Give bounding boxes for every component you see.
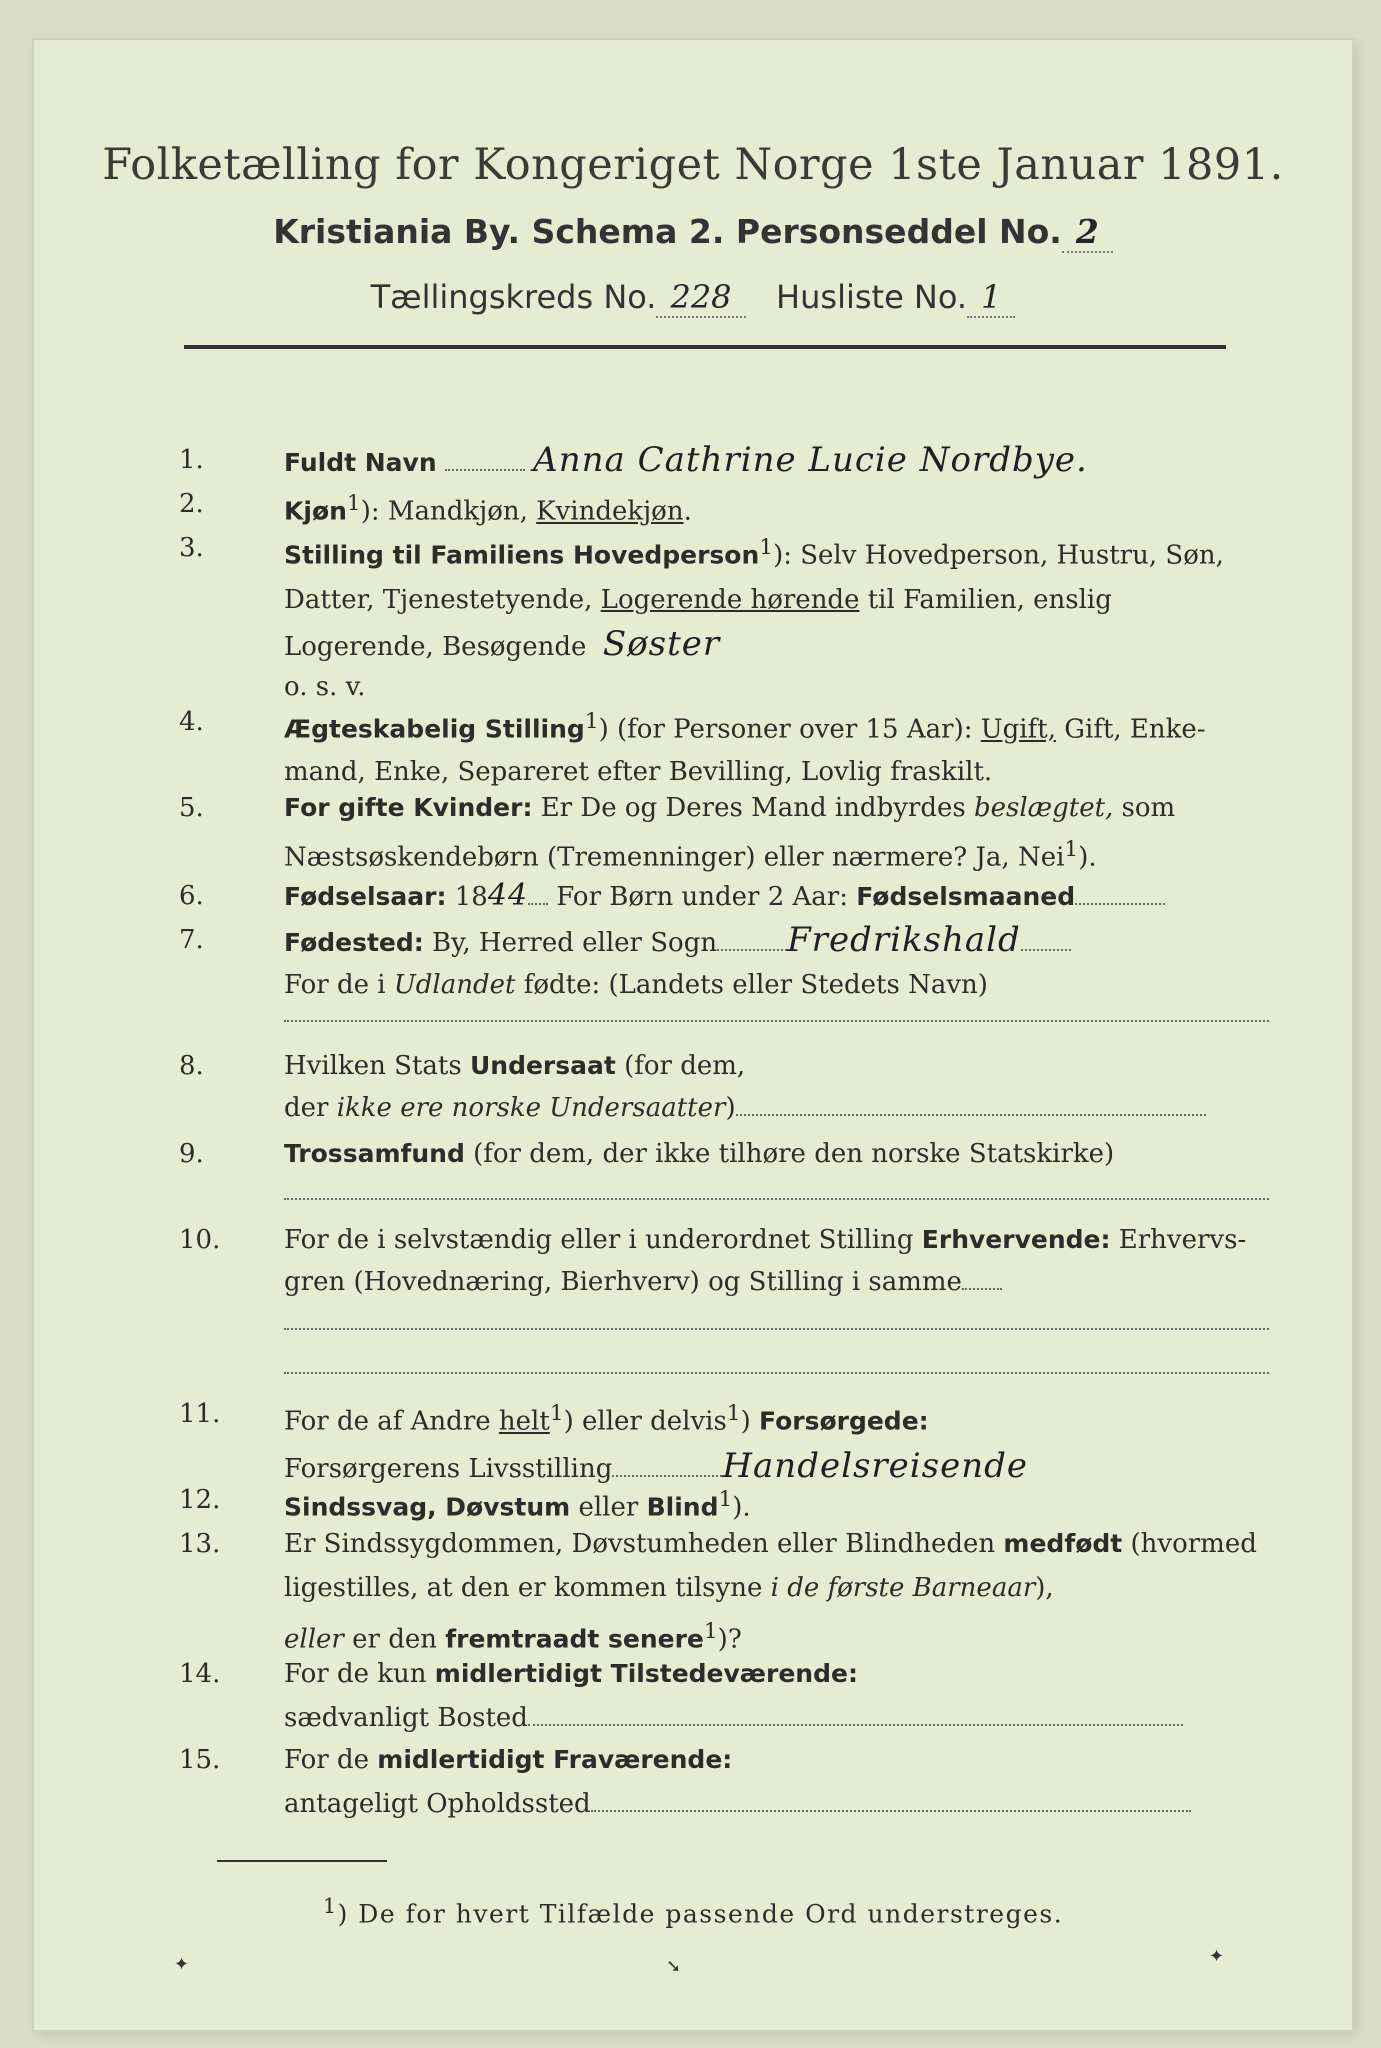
onset-later-label: fremtraadt senere bbox=[445, 1624, 704, 1654]
item-marital-status bbox=[179, 702, 1269, 792]
birth-year-prefix: 18 bbox=[446, 882, 488, 912]
item-number: 13. bbox=[179, 1529, 221, 1559]
temporary-present-question: For de kun bbox=[284, 1659, 435, 1689]
occupation-question: For de i selvstændig eller i underordnet Stilling bbox=[284, 1225, 922, 1255]
punct: ). bbox=[732, 1492, 751, 1523]
married-women-question: Er De og Deres Mand indbyrdes bbox=[532, 793, 974, 823]
item-number: 7. bbox=[179, 925, 204, 955]
form-counting-district bbox=[34, 278, 1352, 316]
item-number: 3. bbox=[179, 533, 204, 563]
item-religion bbox=[179, 1134, 1269, 1214]
husliste-number: 1 bbox=[967, 278, 1015, 318]
form-title: Folketælling for Kongeriget Norge 1ste Januar 1891. bbox=[102, 140, 1284, 190]
footnote-ref: 1 bbox=[322, 1894, 338, 1918]
footnote-ref: 1 bbox=[726, 1401, 741, 1426]
schema-label: Kristiania By. Schema 2. Personseddel No. bbox=[273, 212, 1062, 251]
census-form-sheet bbox=[34, 40, 1352, 2030]
binding-mark: ✦ bbox=[1209, 1946, 1225, 1967]
item-family-position bbox=[179, 528, 1269, 702]
onset-question-4: er den bbox=[343, 1624, 446, 1655]
item-number: 10. bbox=[179, 1225, 221, 1255]
dependents-label: Forsørgede: bbox=[759, 1406, 929, 1436]
married-women-question-2: som bbox=[1113, 793, 1176, 823]
birth-year-value: 44 bbox=[487, 878, 529, 913]
item-married-women bbox=[179, 788, 1269, 878]
family-position-options-2: Datter, Tjenestetyende, bbox=[284, 584, 601, 615]
item-number: 11. bbox=[179, 1399, 221, 1429]
dotted-leader bbox=[962, 1266, 1002, 1290]
blank-line bbox=[284, 1020, 1269, 1022]
onset-question-2: (hvormed bbox=[1122, 1529, 1257, 1559]
item-dependents bbox=[179, 1394, 1269, 1484]
married-women-related: beslægtet, bbox=[973, 793, 1114, 823]
item-citizenship bbox=[179, 1046, 1269, 1136]
family-position-value: Søster bbox=[602, 623, 721, 664]
blank-line bbox=[284, 1198, 1269, 1200]
citizenship-label: Undersaat bbox=[469, 1051, 616, 1080]
footnote-ref: 1 bbox=[759, 535, 774, 560]
item-number: 5. bbox=[179, 793, 204, 823]
form-subtitle bbox=[34, 212, 1352, 251]
religion-label: Trossamfund bbox=[284, 1139, 465, 1168]
gender-label: Kjøn bbox=[284, 496, 347, 526]
dotted-leader bbox=[591, 1788, 1191, 1812]
item-temporary-present bbox=[179, 1654, 1269, 1744]
usual-residence-label: sædvanligt Bosted bbox=[284, 1703, 528, 1733]
temporary-absent-question: For de bbox=[284, 1745, 378, 1775]
item-number: 1. bbox=[179, 445, 204, 475]
married-women-question-3: Næstsøskendebørn (Tremenninger) eller nærmere? Ja, Nei bbox=[284, 842, 1065, 873]
dependents-fully: helt bbox=[498, 1406, 550, 1437]
punct: )? bbox=[717, 1624, 742, 1655]
occupation-question-3: gren (Hovednæring, Bierhverv) og Stilling i samme bbox=[284, 1267, 962, 1297]
family-position-options-3: til Familien, enslig bbox=[859, 584, 1112, 615]
religion-note: (for dem, der ikke tilhøre den norske Statskirke) bbox=[464, 1139, 1115, 1169]
marital-status-label: Ægteskabelig Stilling bbox=[284, 714, 585, 744]
dotted-leader bbox=[445, 447, 525, 471]
footnote-ref: 1 bbox=[703, 1619, 718, 1644]
provider-occupation-label: Forsørgerens Livsstilling bbox=[284, 1453, 613, 1484]
dependents-partly: ) eller delvis bbox=[563, 1406, 727, 1437]
occupation-question-2: Erhvervs- bbox=[1110, 1225, 1247, 1255]
foreign-born-word: Udlandet bbox=[393, 970, 516, 1000]
blank-line bbox=[284, 1372, 1269, 1374]
birthplace-note: By, Herred eller Sogn bbox=[423, 928, 718, 958]
item-temporary-absent bbox=[179, 1740, 1269, 1830]
punct: ) bbox=[740, 1406, 759, 1437]
onset-question: Er Sindssygdommen, Døvstumheden eller Blindheden bbox=[284, 1529, 1004, 1559]
married-women-label: For gifte Kvinder: bbox=[284, 793, 533, 822]
marital-status-selected: Ugift, bbox=[980, 714, 1056, 745]
header-rule bbox=[184, 345, 1226, 349]
temporary-absent-label: midlertidigt Fraværende: bbox=[377, 1745, 733, 1774]
binding-mark: ➘ bbox=[666, 1956, 682, 1977]
item-number: 8. bbox=[179, 1051, 204, 1081]
gender-options: ): Mandkjøn, bbox=[360, 496, 537, 527]
punct: . bbox=[683, 496, 692, 527]
family-position-options: ): Selv Hovedperson, Hustru, Søn, bbox=[773, 540, 1224, 571]
footnote-text: ) De for hvert Tilfælde passende Ord understreges. bbox=[337, 1899, 1064, 1929]
binding-mark: ✦ bbox=[174, 1954, 190, 1975]
footnote-ref: 1 bbox=[718, 1487, 733, 1512]
family-position-options-4: Logerende, Besøgende bbox=[284, 631, 587, 662]
citizenship-question-3: der bbox=[284, 1093, 337, 1123]
item-occupation bbox=[179, 1220, 1269, 1380]
item-number: 12. bbox=[179, 1485, 221, 1515]
dotted-leader bbox=[1021, 927, 1071, 951]
citizenship-non-norwegian: ikke ere norske Undersaatter bbox=[336, 1093, 726, 1123]
personseddel-number: 2 bbox=[1062, 212, 1113, 253]
marital-status-note: ) (for Personer over 15 Aar): bbox=[598, 714, 981, 745]
item-disability-onset bbox=[179, 1524, 1269, 1654]
birth-month-label: Fødselsmaaned bbox=[856, 882, 1076, 911]
probable-residence-label: antageligt Opholdssted bbox=[284, 1789, 591, 1819]
punct: ), bbox=[1035, 1573, 1054, 1603]
citizenship-question-2: (for dem, bbox=[615, 1051, 746, 1081]
item-number: 14. bbox=[179, 1659, 221, 1689]
citizenship-question: Hvilken Stats bbox=[284, 1051, 470, 1081]
disability-or: eller bbox=[570, 1492, 647, 1523]
marital-status-options: Gift, Enke- bbox=[1055, 714, 1206, 745]
footnote-ref: 1 bbox=[584, 709, 599, 734]
dotted-leader bbox=[528, 881, 548, 905]
krets-label: Tællingskreds No. bbox=[370, 278, 657, 316]
item-number: 15. bbox=[179, 1745, 221, 1775]
onset-or: eller bbox=[284, 1624, 344, 1655]
item-number: 9. bbox=[179, 1139, 204, 1169]
gender-selected: Kvindekjøn bbox=[536, 496, 684, 527]
temporary-present-label: midlertidigt Tilstedeværende: bbox=[434, 1659, 858, 1688]
blank-line bbox=[284, 1328, 1269, 1330]
krets-number: 228 bbox=[656, 278, 745, 318]
onset-childhood: i de første Barneaar bbox=[770, 1573, 1036, 1603]
birth-year-label: Fødselsaar: bbox=[284, 882, 447, 911]
disability-blind-label: Blind bbox=[646, 1492, 719, 1522]
footnote-ref: 1 bbox=[346, 491, 361, 516]
punct: ) bbox=[725, 1093, 736, 1123]
birthplace-value: Fredrikshald bbox=[787, 920, 1021, 960]
full-name-label: Fuldt Navn bbox=[284, 448, 437, 477]
dotted-leader bbox=[1075, 881, 1165, 905]
dotted-leader bbox=[612, 1453, 722, 1477]
footnote-ref: 1 bbox=[1064, 837, 1079, 862]
foreign-born-note-2: fødte: (Landets eller Stedets Navn) bbox=[515, 970, 988, 1000]
full-name-value: Anna Cathrine Lucie Nordbye. bbox=[533, 440, 1088, 480]
onset-question-3: ligestilles, at den er kommen tilsyne bbox=[284, 1573, 771, 1603]
punct: ). bbox=[1078, 842, 1097, 873]
provider-occupation-value: Handelsreisende bbox=[722, 1445, 1029, 1486]
item-number: 6. bbox=[179, 881, 204, 911]
family-position-etc: o. s. v. bbox=[284, 671, 366, 702]
dotted-leader bbox=[736, 1092, 1206, 1116]
birth-month-note: For Børn under 2 Aar: bbox=[548, 882, 857, 912]
foreign-born-note: For de i bbox=[284, 970, 394, 1000]
family-position-underlined: Logerende hørende bbox=[600, 584, 860, 615]
family-position-label: Stilling til Familiens Hovedperson bbox=[284, 540, 760, 570]
dotted-leader bbox=[528, 1702, 1183, 1726]
occupation-label: Erhvervende: bbox=[921, 1225, 1111, 1254]
item-number: 4. bbox=[179, 707, 204, 737]
footnote-ref: 1 bbox=[549, 1401, 564, 1426]
marital-status-options-2: mand, Enke, Separeret efter Bevilling, Lovlig fraskilt. bbox=[284, 756, 993, 787]
onset-congenital-label: medfødt bbox=[1003, 1529, 1123, 1558]
item-number: 2. bbox=[179, 489, 204, 519]
item-birthplace bbox=[179, 920, 1269, 1020]
footnote-rule bbox=[217, 1860, 387, 1862]
dependents-question: For de af Andre bbox=[284, 1406, 499, 1437]
disability-label: Sindssvag, Døvstum bbox=[284, 1492, 571, 1522]
footnote bbox=[34, 1894, 1352, 1928]
dotted-leader bbox=[717, 927, 787, 951]
birthplace-label: Fødested: bbox=[284, 928, 424, 957]
husliste-label: Husliste No. bbox=[776, 278, 968, 316]
